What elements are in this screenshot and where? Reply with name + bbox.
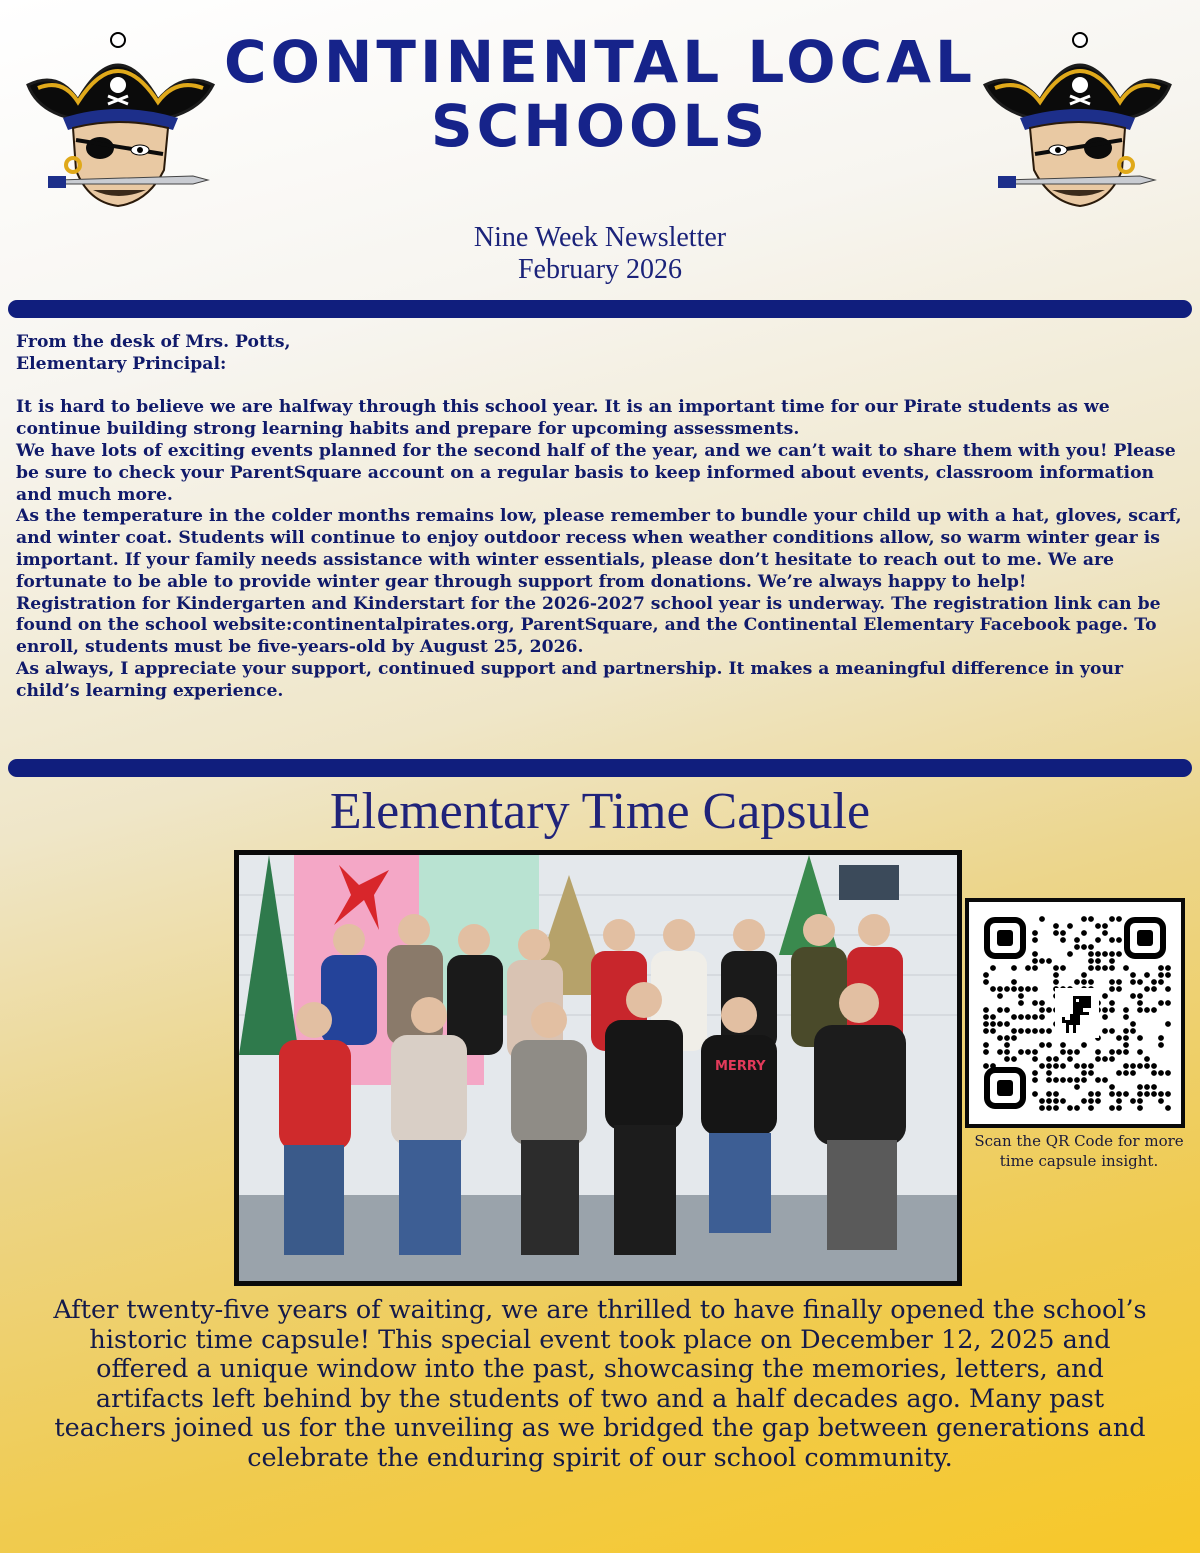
qr-module (1039, 1105, 1045, 1111)
qr-module (1046, 1070, 1052, 1076)
qr-module (1095, 965, 1101, 971)
qr-module (1158, 1098, 1164, 1104)
qr-module (1081, 979, 1087, 985)
qr-module (1032, 1070, 1038, 1076)
qr-module (1039, 1014, 1045, 1020)
qr-module (1067, 1049, 1073, 1055)
qr-module (1039, 1063, 1045, 1069)
qr-module (1032, 937, 1038, 943)
qr-module (1095, 1049, 1101, 1055)
qr-module (1053, 923, 1059, 929)
qr-module (997, 1007, 1003, 1013)
qr-module (1046, 1056, 1052, 1062)
qr-module (1011, 965, 1017, 971)
qr-module (1074, 1084, 1080, 1090)
qr-module (983, 979, 989, 985)
qr-module (1039, 1000, 1045, 1006)
qr-module (1039, 1098, 1045, 1104)
qr-module (1074, 937, 1080, 943)
qr-module (1081, 1042, 1087, 1048)
qr-module (1109, 1000, 1115, 1006)
newsletter-name: Nine Week Newsletter (473, 222, 727, 253)
qr-module (1151, 1063, 1157, 1069)
qr-module (1032, 958, 1038, 964)
qr-module (1116, 1105, 1122, 1111)
title-line-2: SCHOOLS (430, 92, 770, 160)
qr-module (1067, 1056, 1073, 1062)
qr-module (1123, 1014, 1129, 1020)
letter-paragraph-5: As always, I appreciate your support, continued support and partnership. It makes a meaningful difference in your child’s learning experience. (16, 658, 1124, 701)
qr-module (1116, 979, 1122, 985)
qr-module (1123, 965, 1129, 971)
pirate-mascot-logo-right (980, 30, 1180, 210)
qr-module (1004, 1049, 1010, 1055)
qr-module (1130, 1028, 1136, 1034)
letter-paragraph-2: We have lots of exciting events planned for the second half of the year, and we can’t wait to share them with you! Please be sure to check your ParentSquare account on a regular basis to keep informed about events, classroom information and much more. (16, 440, 1176, 505)
qr-module (983, 1028, 989, 1034)
qr-module (1018, 1000, 1024, 1006)
qr-module (1158, 972, 1164, 978)
qr-module (1074, 1063, 1080, 1069)
qr-module (1102, 1056, 1108, 1062)
qr-module (1109, 958, 1115, 964)
qr-module (1081, 930, 1087, 936)
newsletter-subtitle (300, 222, 900, 286)
qr-module (1144, 1084, 1150, 1090)
qr-module (990, 986, 996, 992)
qr-module (1116, 1091, 1122, 1097)
school-name-title (200, 30, 1000, 158)
qr-module (1074, 1105, 1080, 1111)
qr-module (1130, 1063, 1136, 1069)
qr-module (1039, 958, 1045, 964)
qr-module (1158, 1070, 1164, 1076)
qr-module (1137, 1035, 1143, 1041)
qr-module (1116, 916, 1122, 922)
qr-module (1102, 993, 1108, 999)
qr-module (1102, 1028, 1108, 1034)
qr-module (997, 993, 1003, 999)
qr-module (1032, 951, 1038, 957)
qr-module (997, 1049, 1003, 1055)
photo-sweater-text: MERRY (715, 1059, 766, 1074)
qr-module (1123, 1049, 1129, 1055)
qr-module (1004, 1007, 1010, 1013)
time-capsule-heading: Elementary Time Capsule (329, 783, 871, 840)
qr-module (1165, 972, 1171, 978)
qr-module (1032, 1014, 1038, 1020)
qr-module (1102, 923, 1108, 929)
qr-module (1004, 986, 1010, 992)
divider-bottom (8, 759, 1192, 777)
qr-module (1081, 916, 1087, 922)
qr-module (1095, 951, 1101, 957)
qr-module (983, 1063, 989, 1069)
qr-module (1081, 1063, 1087, 1069)
qr-module (1081, 972, 1087, 978)
qr-module (1158, 1035, 1164, 1041)
qr-module (1123, 1042, 1129, 1048)
qr-module (1053, 1098, 1059, 1104)
qr-module (1130, 979, 1136, 985)
qr-module (1095, 937, 1101, 943)
qr-module (1137, 1049, 1143, 1055)
qr-module (1116, 1049, 1122, 1055)
qr-module (1116, 986, 1122, 992)
qr-code[interactable] (965, 898, 1185, 1128)
qr-module (1053, 965, 1059, 971)
qr-module (1109, 1084, 1115, 1090)
qr-module (1123, 1091, 1129, 1097)
qr-module (990, 1014, 996, 1020)
qr-module (1032, 1077, 1038, 1083)
qr-module (1109, 916, 1115, 922)
qr-module (1116, 937, 1122, 943)
qr-module (1032, 1056, 1038, 1062)
divider-top (8, 300, 1192, 318)
qr-module (1025, 1014, 1031, 1020)
qr-module (1039, 1007, 1045, 1013)
qr-module (1046, 1007, 1052, 1013)
qr-module (1039, 1042, 1045, 1048)
qr-module (1060, 1063, 1066, 1069)
qr-module (1144, 972, 1150, 978)
qr-module (1046, 1063, 1052, 1069)
qr-module (1032, 930, 1038, 936)
qr-module (1130, 1021, 1136, 1027)
qr-module (1109, 937, 1115, 943)
qr-module (1088, 944, 1094, 950)
qr-module (1158, 979, 1164, 985)
qr-module (1074, 979, 1080, 985)
qr-module (1025, 986, 1031, 992)
qr-module (1046, 1091, 1052, 1097)
qr-module (1165, 1070, 1171, 1076)
qr-module (983, 1049, 989, 1055)
qr-module (1046, 958, 1052, 964)
group-photo (234, 850, 962, 1286)
qr-module (1144, 1056, 1150, 1062)
qr-module (1095, 1091, 1101, 1097)
qr-module (1046, 1028, 1052, 1034)
qr-module (1046, 1105, 1052, 1111)
qr-module (1060, 1042, 1066, 1048)
qr-module (1095, 923, 1101, 929)
letter-greeting-line-2: Elementary Principal: (16, 353, 227, 374)
qr-module (1060, 1077, 1066, 1083)
qr-module (1123, 1070, 1129, 1076)
qr-module (1088, 1098, 1094, 1104)
qr-module (1109, 1028, 1115, 1034)
qr-module (997, 1021, 1003, 1027)
qr-module (1088, 1091, 1094, 1097)
qr-caption: Scan the QR Code for more time capsule insight. (974, 1132, 1184, 1170)
qr-module (1109, 1007, 1115, 1013)
qr-module (1137, 1007, 1143, 1013)
qr-module (1116, 1098, 1122, 1104)
qr-module (1123, 1063, 1129, 1069)
qr-module (1081, 1070, 1087, 1076)
qr-module (1046, 1098, 1052, 1104)
qr-module (1053, 1063, 1059, 1069)
qr-module (1074, 944, 1080, 950)
qr-module (1151, 1007, 1157, 1013)
qr-module (1165, 1105, 1171, 1111)
qr-module (1151, 986, 1157, 992)
qr-module (1074, 1077, 1080, 1083)
qr-module (1088, 951, 1094, 957)
qr-module (990, 1028, 996, 1034)
qr-module (1053, 1091, 1059, 1097)
qr-module (1004, 1042, 1010, 1048)
letter-paragraph-3: As the temperature in the colder months remains low, please remember to bundle your child up with a hat, gloves, scarf, and winter coat. Students will continue to enjoy outdoor recess when weather conditions allow, so warm winter gear is important. If your family needs assistance with winter essentials, please don’t hesitate to reach out to me. We are fortunate to be able to provide winter gear through support from donations. We’re always happy to help! (16, 506, 1182, 592)
qr-module (983, 1007, 989, 1013)
qr-module (1060, 1049, 1066, 1055)
qr-module (1095, 1077, 1101, 1083)
qr-module (1137, 1091, 1143, 1097)
qr-module (1095, 958, 1101, 964)
qr-module (1046, 1042, 1052, 1048)
qr-module (1123, 1028, 1129, 1034)
qr-module (1032, 1049, 1038, 1055)
qr-module (1011, 1035, 1017, 1041)
qr-module (1067, 1077, 1073, 1083)
qr-module (1137, 1105, 1143, 1111)
qr-module (1004, 1056, 1010, 1062)
qr-module (1158, 1042, 1164, 1048)
qr-module (1018, 1049, 1024, 1055)
qr-module (983, 1014, 989, 1020)
qr-module (1032, 1091, 1038, 1097)
letter-spacer (16, 376, 1184, 398)
qr-module (1032, 1000, 1038, 1006)
qr-module (1144, 1007, 1150, 1013)
qr-module (1067, 1105, 1073, 1111)
qr-module (1165, 986, 1171, 992)
qr-module (1032, 965, 1038, 971)
qr-module (1018, 986, 1024, 992)
qr-module (1011, 979, 1017, 985)
qr-module (1151, 979, 1157, 985)
qr-module (1018, 1028, 1024, 1034)
qr-module (1081, 1098, 1087, 1104)
pirate-mascot-logo-left (18, 30, 218, 210)
qr-module (1109, 951, 1115, 957)
qr-module (1025, 1049, 1031, 1055)
qr-module (1109, 965, 1115, 971)
qr-module (1095, 1056, 1101, 1062)
qr-module (1053, 979, 1059, 985)
qr-module (1151, 1091, 1157, 1097)
qr-module (1158, 1091, 1164, 1097)
qr-module (1004, 1035, 1010, 1041)
qr-module (1144, 1091, 1150, 1097)
qr-module (1102, 951, 1108, 957)
qr-module (1109, 1049, 1115, 1055)
qr-module (1158, 1000, 1164, 1006)
qr-module (1144, 1063, 1150, 1069)
qr-module (1039, 916, 1045, 922)
qr-module (1137, 1063, 1143, 1069)
qr-module (1165, 965, 1171, 971)
qr-module (1123, 1007, 1129, 1013)
time-capsule-story: After twenty-five years of waiting, we are thrilled to have finally opened the school’s historic time capsule! This special event took place on December 12, 2025 and offered a unique window into the past, showcasing the memories, letters, and artifacts left behind by the students of two and a half decades ago. Many past teachers joined us for the unveiling as we bridged the gap between generations and celebrate the enduring spirit of our school community. (53, 1295, 1147, 1473)
qr-module (1060, 930, 1066, 936)
qr-module (1018, 1014, 1024, 1020)
qr-module (983, 1042, 989, 1048)
qr-module (990, 965, 996, 971)
qr-module (1165, 1000, 1171, 1006)
title-line-1: CONTINENTAL LOCAL (224, 28, 976, 96)
qr-module (990, 1063, 996, 1069)
qr-module (1137, 993, 1143, 999)
qr-module (1053, 930, 1059, 936)
qr-module (997, 1035, 1003, 1041)
qr-module (1011, 986, 1017, 992)
qr-module (1095, 1098, 1101, 1104)
qr-module (1088, 958, 1094, 964)
qr-module (1053, 972, 1059, 978)
qr-module (1109, 1105, 1115, 1111)
qr-module (1151, 1070, 1157, 1076)
qr-module (1081, 1077, 1087, 1083)
letter-greeting-line-1: From the desk of Mrs. Potts, (16, 332, 291, 352)
qr-module (990, 1021, 996, 1027)
qr-module (1053, 1056, 1059, 1062)
qr-module (1109, 979, 1115, 985)
qr-module (1032, 1028, 1038, 1034)
qr-module (1144, 986, 1150, 992)
qr-module (1102, 965, 1108, 971)
qr-module (1109, 1091, 1115, 1097)
qr-module (1060, 965, 1066, 971)
qr-module (1137, 1098, 1143, 1104)
qr-module (1109, 1056, 1115, 1062)
qr-module (1053, 1077, 1059, 1083)
qr-module (1025, 965, 1031, 971)
qr-module (1158, 965, 1164, 971)
qr-module (1116, 951, 1122, 957)
qr-module (1011, 1028, 1017, 1034)
qr-module (1011, 1014, 1017, 1020)
qr-module (1102, 1077, 1108, 1083)
qr-module (1088, 1105, 1094, 1111)
qr-module (983, 972, 989, 978)
qr-module (1102, 1007, 1108, 1013)
qr-module (1102, 930, 1108, 936)
qr-module (1137, 1084, 1143, 1090)
qr-module (1060, 1098, 1066, 1104)
qr-module (1088, 965, 1094, 971)
qr-module (1088, 1063, 1094, 1069)
qr-module (1004, 1021, 1010, 1027)
qr-module (1081, 944, 1087, 950)
qr-module (1067, 951, 1073, 957)
qr-module (1130, 1098, 1136, 1104)
qr-module (1130, 1070, 1136, 1076)
qr-module (1025, 1028, 1031, 1034)
qr-module (1137, 1000, 1143, 1006)
qr-module (1046, 1077, 1052, 1083)
letter-paragraph-1: It is hard to believe we are halfway through this school year. It is an important time for our Pirate students as we continue building strong learning habits and prepare for upcoming assessments. (16, 397, 1110, 440)
qr-module (1067, 923, 1073, 929)
qr-module (1165, 1091, 1171, 1097)
qr-module (1074, 1049, 1080, 1055)
qr-module (1130, 972, 1136, 978)
qr-module (983, 1021, 989, 1027)
qr-module (1165, 1021, 1171, 1027)
qr-module (1060, 937, 1066, 943)
principal-letter (16, 332, 1184, 703)
newsletter-date: February 2026 (517, 254, 683, 285)
qr-module (1116, 1035, 1122, 1041)
qr-module (1011, 1056, 1017, 1062)
qr-module (1109, 986, 1115, 992)
qr-module (1102, 1014, 1108, 1020)
qr-module (1053, 1105, 1059, 1111)
qr-module (1032, 986, 1038, 992)
qr-module (1137, 979, 1143, 985)
qr-module (1039, 1028, 1045, 1034)
qr-module (1123, 1035, 1129, 1041)
qr-module (1088, 1070, 1094, 1076)
qr-module (1130, 993, 1136, 999)
qr-module (1116, 1070, 1122, 1076)
qr-module (997, 986, 1003, 992)
qr-module (1088, 916, 1094, 922)
qr-module (1151, 1084, 1157, 1090)
qr-module (1088, 979, 1094, 985)
letter-paragraph-4: Registration for Kindergarten and Kinderstart for the 2026-2027 school year is underway. The registration link can be found on the school website:continentalpirates.org, ParentSquare, and the Continental Elementary Facebook page. To enroll, students must be five-years-old by August 25, 2026. (16, 593, 1161, 658)
qr-module (1018, 993, 1024, 999)
